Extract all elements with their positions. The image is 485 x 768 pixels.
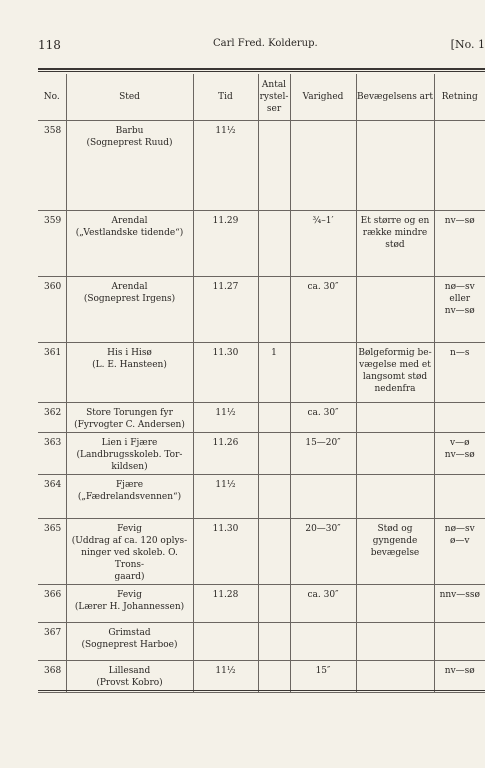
cell-antal <box>258 661 290 693</box>
cell-retning <box>434 121 485 211</box>
cell-art <box>356 277 434 343</box>
cell-tid: 11.26 <box>193 433 258 475</box>
cell-art <box>356 403 434 433</box>
cell-art-line: Stød og gyngende <box>372 524 418 546</box>
cell-sted <box>66 211 193 277</box>
cell-sted <box>66 661 193 693</box>
cell-varighed: ¾–1′ <box>290 211 356 277</box>
page-number: 118 <box>38 38 61 52</box>
cell-sted <box>66 519 193 585</box>
cell-sted-line: Fevig <box>117 524 142 534</box>
cell-antal <box>258 277 290 343</box>
cell-sted-line: (Sogneprest Irgens) <box>83 294 176 304</box>
cell-no: 363 <box>38 433 66 475</box>
table-row <box>38 277 485 343</box>
cell-sted-line: (Fyrvogter C. Andersen) <box>74 420 185 430</box>
cell-retning <box>434 585 485 623</box>
cell-no: 361 <box>38 343 66 403</box>
cell-no: 367 <box>38 623 66 661</box>
cell-retning-line: n—s <box>450 348 470 358</box>
cell-varighed: ca. 30″ <box>290 277 356 343</box>
cell-retning <box>434 403 485 433</box>
col-header-antal: Antal rystel-ser <box>258 74 290 121</box>
cell-retning-line: nø—sv <box>444 524 475 534</box>
cell-sted-line: gaard) <box>114 572 145 582</box>
cell-antal <box>258 403 290 433</box>
cell-no: 358 <box>38 121 66 211</box>
col-header-tid: Tid <box>193 74 258 121</box>
cell-art <box>356 623 434 661</box>
cell-retning <box>434 661 485 693</box>
header-rule-thin <box>38 71 485 72</box>
cell-sted-line: Arendal <box>111 282 148 292</box>
cell-sted-line: Grimstad <box>108 628 151 638</box>
cell-sted-line: ninger ved skoleb. O. Trons- <box>81 548 178 570</box>
cell-sted <box>66 623 193 661</box>
table-bottom-rule <box>38 690 485 691</box>
cell-sted-line: („Fædrelandsvennen“) <box>77 492 182 502</box>
cell-sted <box>66 403 193 433</box>
col-header-art: Bevægelsens art <box>356 74 434 121</box>
cell-retning <box>434 623 485 661</box>
cell-tid: 11.30 <box>193 519 258 585</box>
cell-sted-line: (Uddrag af ca. 120 oplys- <box>71 536 188 546</box>
cell-tid: 11.28 <box>193 585 258 623</box>
col-header-varighed: Varighed <box>290 74 356 121</box>
cell-sted-line: Fjære <box>115 480 144 490</box>
table-row <box>38 343 485 403</box>
cell-art-line: række mindre <box>362 228 428 238</box>
cell-antal <box>258 121 290 211</box>
cell-antal: 1 <box>258 343 290 403</box>
table-row <box>38 623 485 661</box>
cell-sted <box>66 121 193 211</box>
cell-sted-line: (Landbrugsskoleb. Tor- <box>76 450 183 460</box>
cell-retning <box>434 433 485 475</box>
cell-antal <box>258 519 290 585</box>
cell-sted <box>66 433 193 475</box>
cell-varighed: ca. 30″ <box>290 403 356 433</box>
cell-retning <box>434 211 485 277</box>
cell-art-line: Bølgeformig be- <box>358 348 432 358</box>
cell-retning-line: nø—sv <box>444 282 475 292</box>
cell-no: 365 <box>38 519 66 585</box>
cell-varighed <box>290 475 356 519</box>
cell-sted-line: Barbu <box>115 126 144 136</box>
cell-varighed: 15—20″ <box>290 433 356 475</box>
table-row <box>38 519 485 585</box>
running-title: Carl Fred. Kolderup. <box>213 38 318 49</box>
cell-art <box>356 121 434 211</box>
cell-tid: 11.29 <box>193 211 258 277</box>
table-row <box>38 403 485 433</box>
cell-retning-line: ø—v <box>449 536 470 546</box>
cell-sted-line: kildsen) <box>111 462 148 472</box>
cell-sted-line: Fevig <box>117 590 142 600</box>
cell-retning-line: nnv—ssø <box>439 590 480 600</box>
cell-art <box>356 211 434 277</box>
cell-art <box>356 433 434 475</box>
cell-retning-line: nv—sø <box>444 450 475 460</box>
cell-no: 368 <box>38 661 66 693</box>
cell-art <box>356 475 434 519</box>
cell-art <box>356 585 434 623</box>
cell-antal <box>258 211 290 277</box>
cell-tid: 11½ <box>193 475 258 519</box>
cell-sted <box>66 475 193 519</box>
cell-art-line: nedenfra <box>374 384 416 394</box>
cell-sted-line: (Lærer H. Johannessen) <box>74 602 185 612</box>
col-header-sted: Sted <box>66 74 193 121</box>
cell-sted-line: (Provst Kobro) <box>96 678 163 688</box>
cell-retning-line: nv—sø <box>444 216 475 226</box>
cell-tid: 11½ <box>193 661 258 693</box>
cell-art-line: langsomt stød <box>362 372 428 382</box>
col-header-retning: Retning <box>434 74 485 121</box>
table-row <box>38 433 485 475</box>
cell-art-line: Et større og en <box>360 216 430 226</box>
cell-varighed: 15″ <box>290 661 356 693</box>
cell-sted-line: His i Hisø <box>107 348 152 358</box>
cell-retning <box>434 519 485 585</box>
cell-antal <box>258 433 290 475</box>
cell-retning-line: v—ø <box>449 438 470 448</box>
cell-sted-line: (Sogneprest Ruud) <box>86 138 173 148</box>
cell-no: 364 <box>38 475 66 519</box>
cell-varighed <box>290 121 356 211</box>
cell-art-line: bevægelse <box>370 548 420 558</box>
cell-retning <box>434 475 485 519</box>
cell-sted-line: Lillesand <box>108 666 151 676</box>
cell-sted <box>66 277 193 343</box>
cell-sted <box>66 343 193 403</box>
cell-tid <box>193 623 258 661</box>
cell-no: 366 <box>38 585 66 623</box>
table-row <box>38 475 485 519</box>
cell-antal <box>258 623 290 661</box>
cell-no: 360 <box>38 277 66 343</box>
table-header-row <box>38 74 485 121</box>
cell-sted-line: Store Torungen fyr <box>86 408 173 418</box>
cell-retning <box>434 343 485 403</box>
cell-art-line: vægelse med et <box>359 360 431 370</box>
cell-tid: 11.27 <box>193 277 258 343</box>
cell-sted-line: Arendal <box>111 216 148 226</box>
col-header-no: No. <box>38 74 66 121</box>
cell-varighed: ca. 30″ <box>290 585 356 623</box>
table-row <box>38 211 485 277</box>
cell-sted-line: Lien i Fjære <box>101 438 158 448</box>
cell-varighed <box>290 623 356 661</box>
cell-retning-line: nv—sø <box>444 666 475 676</box>
cell-no: 362 <box>38 403 66 433</box>
cell-varighed: 20—30″ <box>290 519 356 585</box>
cell-antal <box>258 475 290 519</box>
table-row <box>38 121 485 211</box>
cell-antal <box>258 585 290 623</box>
cell-tid: 11½ <box>193 121 258 211</box>
table-row <box>38 585 485 623</box>
cell-tid: 11½ <box>193 403 258 433</box>
earthquake-table <box>38 74 485 693</box>
page-header <box>38 38 485 54</box>
cell-varighed <box>290 343 356 403</box>
header-rule <box>38 68 485 70</box>
table-row <box>38 661 485 693</box>
cell-tid: 11.30 <box>193 343 258 403</box>
cell-retning <box>434 277 485 343</box>
cell-sted-line: („Vestlandske tidende“) <box>75 228 184 238</box>
series-number: [No. 1 <box>450 38 485 51</box>
cell-sted-line: (Sogneprest Harboe) <box>81 640 178 650</box>
cell-sted <box>66 585 193 623</box>
cell-retning-line: eller <box>449 294 471 304</box>
cell-art-line: stød <box>385 240 405 250</box>
cell-art <box>356 661 434 693</box>
cell-sted-line: (L. E. Hansteen) <box>92 360 167 370</box>
cell-no: 359 <box>38 211 66 277</box>
cell-retning-line: nv—sø <box>444 306 475 316</box>
cell-art <box>356 343 434 403</box>
cell-art <box>356 519 434 585</box>
